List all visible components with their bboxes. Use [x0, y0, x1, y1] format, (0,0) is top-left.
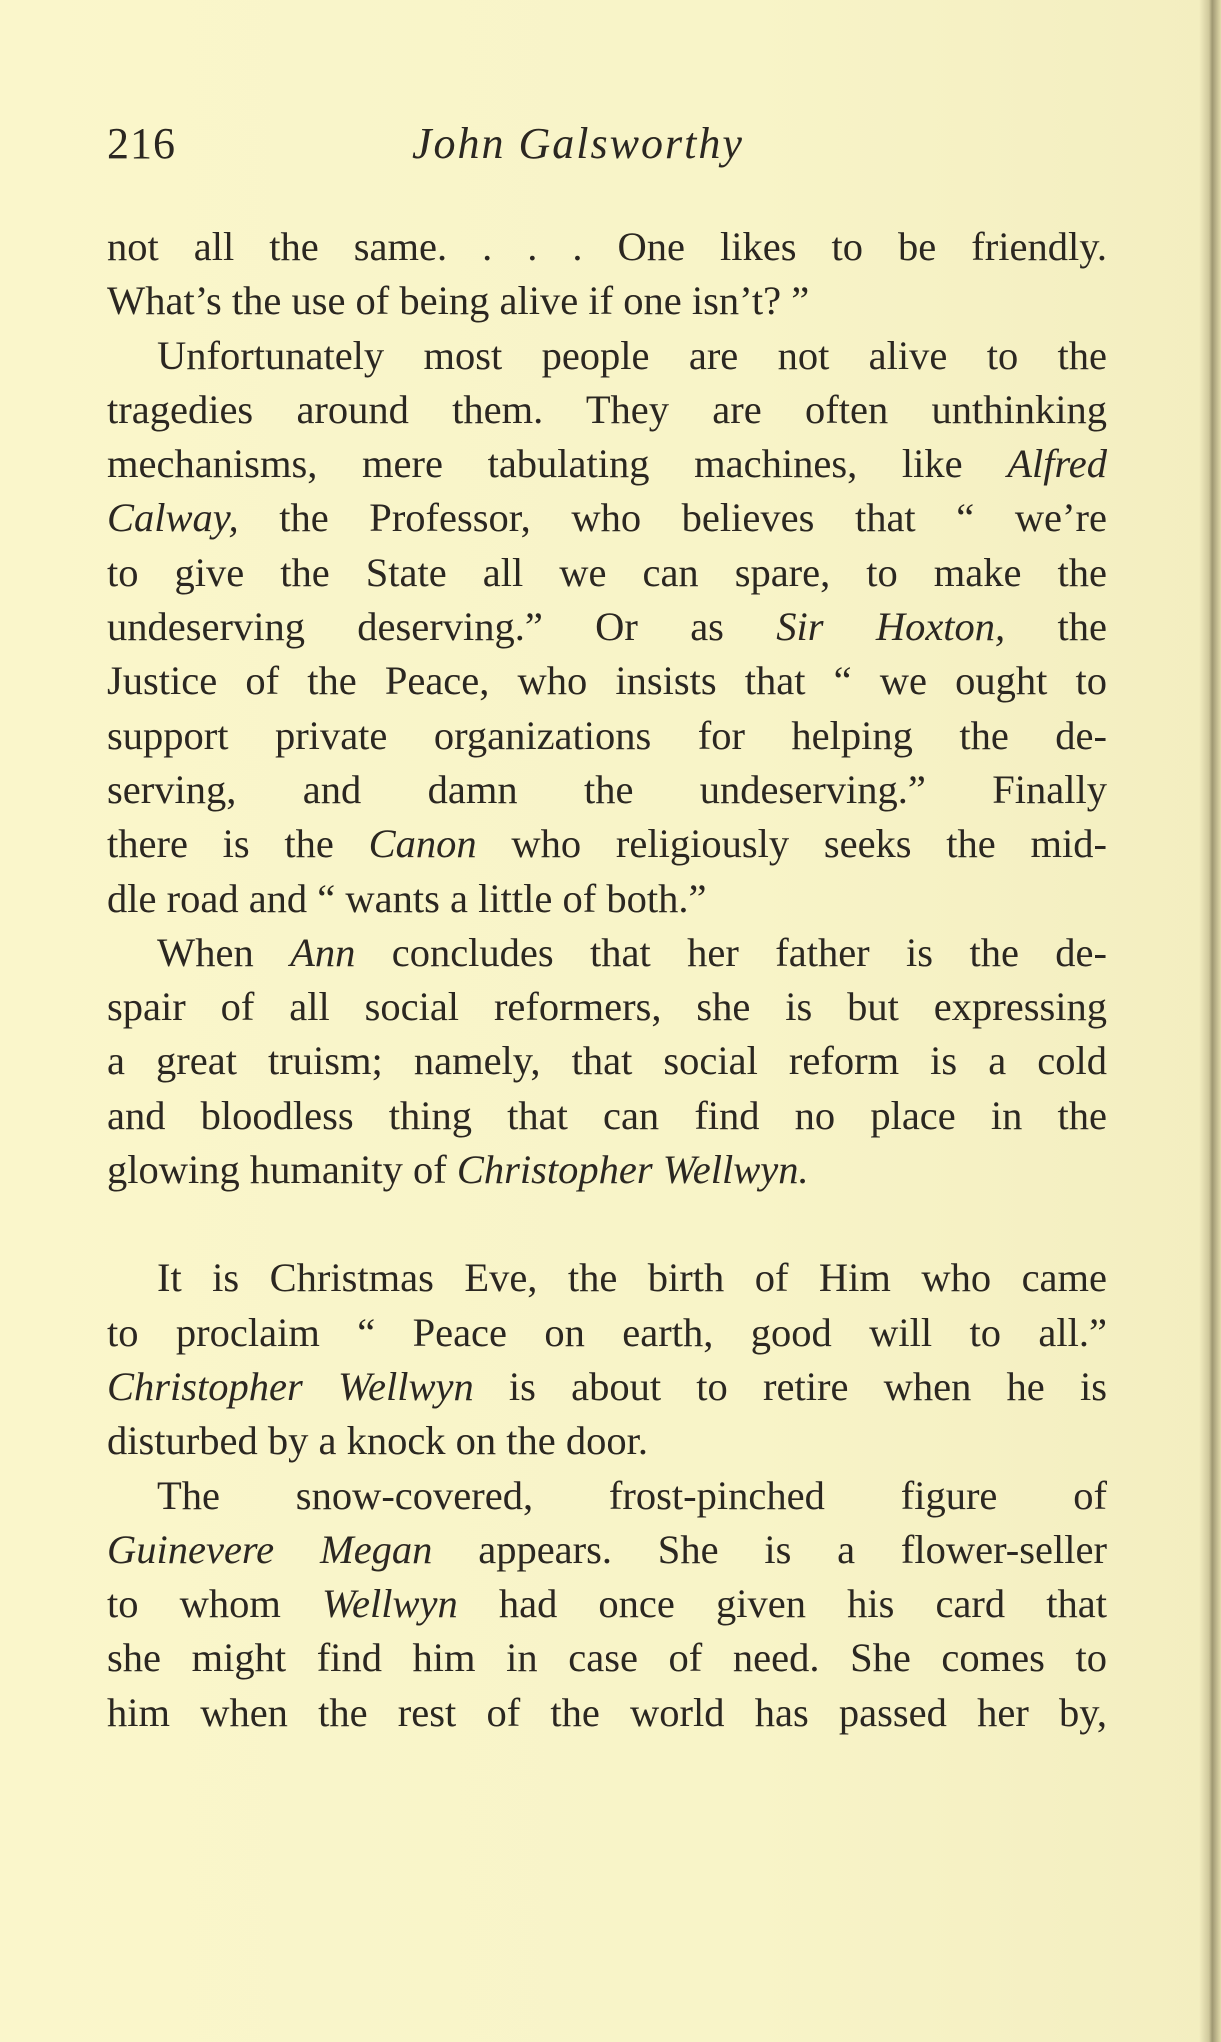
- text-run: is about to retire when he is: [473, 1363, 1107, 1409]
- paragraph: [107, 329, 1107, 926]
- text-run: disturbed by a knock on the door.: [107, 1418, 649, 1464]
- text-line: [107, 1631, 1107, 1685]
- text-run: serving, and damn the undeserving.” Finally: [107, 766, 1107, 812]
- text-run: What’s the use of being alive if one isn’t? ”: [107, 278, 810, 324]
- italic-name: Canon: [368, 821, 477, 867]
- text-line: [107, 654, 1107, 708]
- text-run: Unfortunately most people are not alive to the: [157, 332, 1107, 378]
- text-line: [107, 1686, 1107, 1740]
- text-line: [107, 980, 1107, 1034]
- paragraph: [107, 220, 1107, 329]
- italic-name: Ann: [290, 929, 356, 975]
- text-line: [107, 437, 1107, 491]
- text-line: [107, 1251, 1107, 1305]
- text-line: [107, 383, 1107, 437]
- text-run: appears. She is a flower-seller: [432, 1526, 1107, 1572]
- text-run: Justice of the Peace, who insists that “ we ought to: [107, 658, 1107, 704]
- text-run: the Professor, who believes that “ we’re: [238, 495, 1107, 541]
- text-run: glowing humanity of: [107, 1147, 457, 1193]
- text-run: spair of all social reformers, she is but expressing: [107, 984, 1107, 1030]
- text-run: to proclaim “ Peace on earth, good will to all.”: [107, 1309, 1107, 1355]
- italic-name: Wellwyn: [321, 1581, 458, 1627]
- text-line: [107, 491, 1107, 545]
- paragraph: [107, 1251, 1107, 1468]
- text-run: not all the same. . . . One likes to be friendly.: [107, 224, 1107, 269]
- text-run: concludes that her father is the de-: [355, 929, 1108, 975]
- italic-name: Christopher Wellwyn: [107, 1363, 474, 1409]
- text-line: [107, 926, 1107, 980]
- text-run: The snow-covered, frost-pinched figure of: [157, 1472, 1107, 1518]
- paragraph: [107, 926, 1107, 1197]
- paragraph: [107, 1469, 1107, 1740]
- text-line: [107, 1306, 1107, 1360]
- text-run: support private organizations for helping the de-: [107, 712, 1107, 758]
- text-line: [107, 817, 1107, 871]
- text-line: [107, 1089, 1107, 1143]
- italic-name: Alfred: [1007, 441, 1107, 487]
- text-line: [107, 872, 1107, 926]
- page-header: [107, 118, 1107, 188]
- text-run: to give the State all we can spare, to make the: [107, 549, 1107, 595]
- italic-name: Calway,: [107, 495, 239, 541]
- text-line: [107, 220, 1107, 274]
- italic-name: Sir Hoxton,: [776, 604, 1006, 650]
- text-line: [107, 1523, 1107, 1577]
- text-run: who religiously seeks the mid-: [476, 821, 1107, 867]
- text-line: [107, 1469, 1107, 1523]
- page-edge-shadow: [1199, 0, 1221, 2042]
- text-line: [107, 1034, 1107, 1088]
- text-run: mechanisms, mere tabulating machines, like: [107, 441, 1008, 487]
- text-run: When: [157, 929, 291, 975]
- text-run: the: [1005, 604, 1107, 650]
- text-line: [107, 546, 1107, 600]
- text-run: had once given his card that: [457, 1581, 1107, 1627]
- text-line: [107, 709, 1107, 763]
- text-run: she might find him in case of need. She comes to: [107, 1635, 1107, 1681]
- running-head: John Galsworthy: [412, 119, 744, 168]
- page-number: 216: [107, 119, 176, 168]
- text-run: undeserving deserving.” Or as: [107, 604, 777, 650]
- section-break: [107, 1197, 1107, 1251]
- text-run: him when the rest of the world has passed her by,: [107, 1689, 1107, 1735]
- text-line: [107, 274, 1107, 328]
- text-line: [107, 329, 1107, 383]
- body-text: [107, 220, 1107, 1740]
- text-line: [107, 1143, 1107, 1197]
- text-run: It is Christmas Eve, the birth of Him who came: [157, 1255, 1107, 1301]
- text-line: [107, 763, 1107, 817]
- text-line: [107, 1414, 1107, 1468]
- text-line: [107, 600, 1107, 654]
- italic-name: Guinevere Megan: [107, 1526, 433, 1572]
- text-run: dle road and “ wants a little of both.”: [107, 875, 707, 921]
- text-line: [107, 1577, 1107, 1631]
- text-run: to whom: [107, 1581, 322, 1627]
- text-run: a great truism; namely, that social reform is a cold: [107, 1038, 1107, 1084]
- text-line: [107, 1360, 1107, 1414]
- text-run: and bloodless thing that can find no place in the: [107, 1092, 1107, 1138]
- italic-name: Christopher Wellwyn.: [456, 1147, 809, 1193]
- text-run: tragedies around them. They are often unthinking: [107, 386, 1107, 432]
- text-run: there is the: [107, 821, 369, 867]
